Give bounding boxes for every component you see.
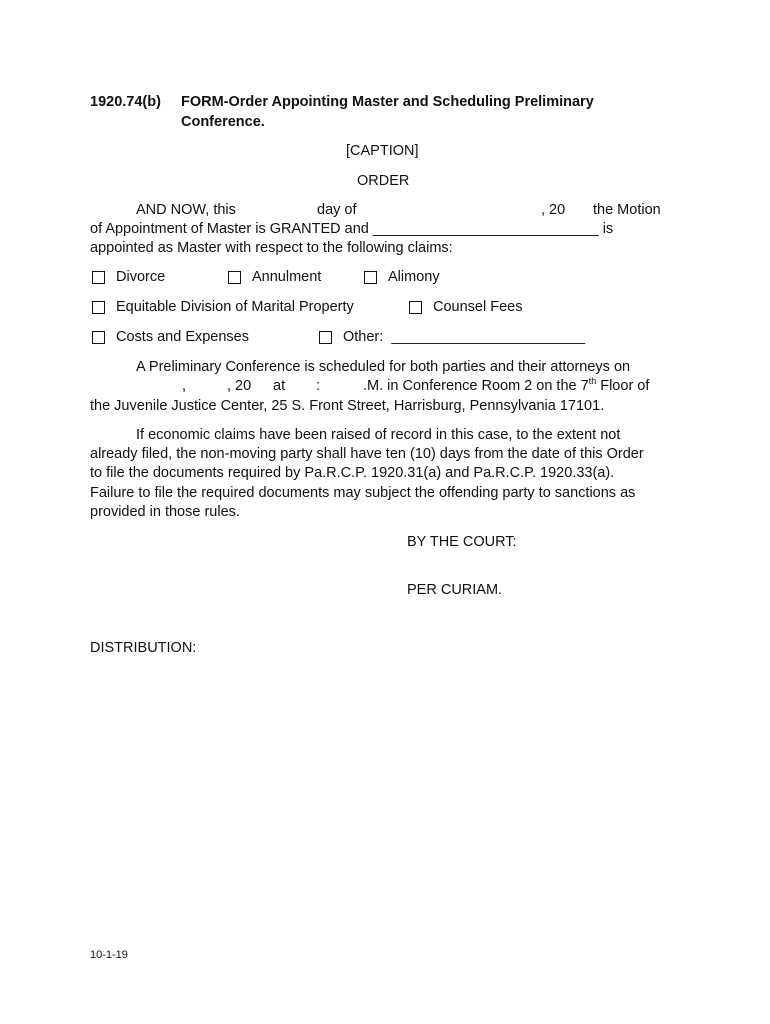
by-the-court: BY THE COURT: [407, 534, 517, 550]
per-curiam: PER CURIAM. [407, 582, 503, 598]
form-title-line1: FORM-Order Appointing Master and Scheduling Preliminary [181, 94, 594, 110]
divorce-checkbox[interactable] [92, 271, 105, 284]
conference-room-line [363, 377, 649, 396]
other-label: Other: ________________________ [343, 329, 585, 345]
alimony-checkbox[interactable] [364, 271, 377, 284]
equitable-division-checkbox[interactable] [92, 301, 105, 314]
form-title-line2: Conference. [181, 114, 265, 130]
intro-line2: of Appointment of Master is GRANTED and ____________________________ is [90, 221, 614, 237]
annulment-checkbox[interactable] [228, 271, 241, 284]
economic-line5: provided in those rules. [90, 504, 240, 520]
intro-day-of: day of [317, 202, 357, 218]
intro-year: , 20 [541, 202, 566, 218]
counsel-fees-checkbox[interactable] [409, 301, 422, 314]
ordinal-suffix: th [588, 376, 597, 387]
counsel-fees-label: Counsel Fees [433, 299, 523, 315]
divorce-label: Divorce [116, 269, 166, 285]
alimony-label: Alimony [388, 269, 440, 285]
rule-number: 1920.74(b) [90, 94, 161, 110]
intro-the-motion: the Motion [593, 202, 661, 218]
annulment-label: Annulment [252, 269, 322, 285]
economic-line2: already filed, the non-moving party shall have ten (10) days from the date of this Order [90, 446, 644, 462]
conference-line3: the Juvenile Justice Center, 25 S. Front Street, Harrisburg, Pennsylvania 17101. [90, 398, 605, 414]
conference-comma: , [182, 378, 187, 394]
other-checkbox[interactable] [319, 331, 332, 344]
conference-year: , 20 [227, 378, 252, 394]
conference-colon: : [316, 378, 321, 394]
conference-room-text: .M. in Conference Room 2 on the 7 [363, 378, 589, 394]
caption-placeholder: [CAPTION] [346, 143, 419, 159]
intro-and-now: AND NOW, this [136, 202, 236, 218]
economic-line3: to file the documents required by Pa.R.C.P. 1920.31(a) and Pa.R.C.P. 1920.33(a). [90, 465, 615, 481]
equitable-division-label: Equitable Division of Marital Property [116, 299, 354, 315]
distribution-heading: DISTRIBUTION: [90, 640, 197, 656]
costs-expenses-checkbox[interactable] [92, 331, 105, 344]
intro-line3: appointed as Master with respect to the following claims: [90, 240, 453, 256]
economic-line4: Failure to file the required documents may subject the offending party to sanctions as [90, 485, 636, 501]
costs-expenses-label: Costs and Expenses [116, 329, 249, 345]
footer-revision-date: 10-1-19 [90, 949, 128, 961]
conference-line1: A Preliminary Conference is scheduled for both parties and their attorneys on [136, 359, 631, 375]
conference-at: at [273, 378, 286, 394]
conference-floor-text: Floor of [596, 378, 650, 394]
economic-line1: If economic claims have been raised of record in this case, to the extent not [136, 427, 621, 443]
order-title: ORDER [357, 173, 410, 189]
